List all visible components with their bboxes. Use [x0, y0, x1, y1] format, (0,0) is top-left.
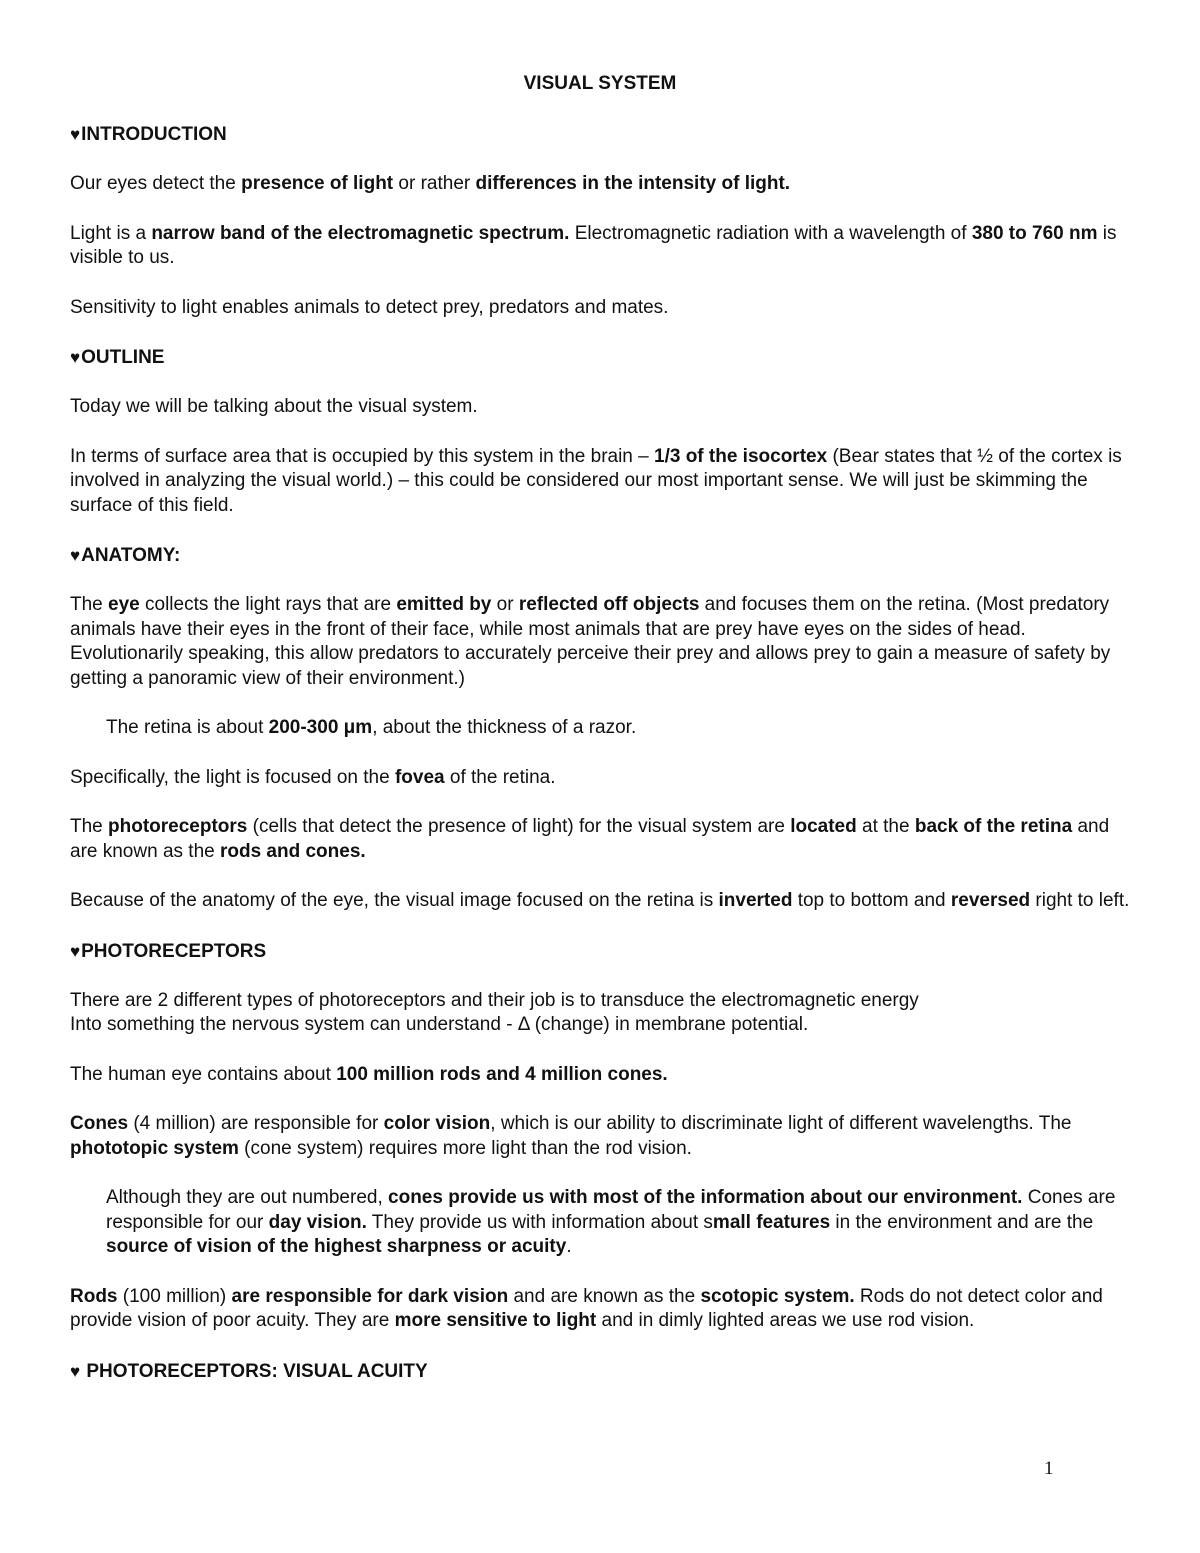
paragraph: The photoreceptors (cells that detect the presence of light) for the visual system are located at the back of the retina and are known as the rods and cones. — [70, 816, 1110, 862]
paragraph: Light is a narrow band of the electromagnetic spectrum. Electromagnetic radiation with a wavelength of 380 to 760 nm is visible to us. — [70, 222, 1117, 268]
section-heading-anatomy: ♥ANATOMY: — [70, 545, 181, 566]
paragraph: Sensitivity to light enables animals to detect prey, predators and mates. — [70, 296, 669, 318]
section-heading-outline: ♥OUTLINE — [70, 347, 165, 368]
heart-bullet-icon: ♥ — [70, 546, 81, 565]
heart-bullet-icon: ♥ — [70, 1361, 81, 1381]
paragraph: The eye collects the light rays that are emitted by or reflected off objects and focuses them on the retina. (Most predatory animals have their eyes in the front of their face, while most animals that are prey have eyes on the sides of head. Evolutionarily speaking, this allow predators to accurately perceive their prey and allows prey to gain a measure of safety by getting a panoramic view of their environment.) — [70, 594, 1111, 689]
heart-bullet-icon: ♥ — [70, 941, 81, 961]
paragraph: Specifically, the light is focused on the fovea of the retina. — [70, 766, 556, 788]
paragraph: Rods (100 million) are responsible for dark vision and are known as the scotopic system. Rods do not detect color and provide vision of poor acuity. They are more sensitive to light and in dimly lighted areas we use rod vision. — [70, 1285, 1103, 1331]
page-number: 1 — [1044, 1458, 1054, 1479]
paragraph-indented: Although they are out numbered, cones provide us with most of the information about our environment. Cones are responsible for our day vision. They provide us with information about small features in the environment and are the source of vision of the highest sharpness or acuity. — [106, 1187, 1116, 1257]
paragraph: There are 2 different types of photoreceptors and their job is to transduce the electromagnetic energy Into something the nervous system can understand - Δ (change) in membrane potential. — [70, 989, 919, 1035]
section-heading-visual-acuity: ♥ PHOTORECEPTORS: VISUAL ACUITY — [70, 1360, 428, 1382]
document-title: VISUAL SYSTEM — [523, 73, 677, 94]
paragraph: In terms of surface area that is occupied by this system in the brain – 1/3 of the isocortex (Bear states that ½ of the cortex is involved in analyzing the visual world.) – this could be considered our most important sense. We will just be skimming the surface of this field. — [70, 445, 1122, 516]
paragraph: The human eye contains about 100 million rods and 4 million cones. — [70, 1063, 668, 1085]
section-heading-photoreceptors: ♥PHOTORECEPTORS — [70, 940, 267, 962]
paragraph-indented: The retina is about 200-300 μm, about the thickness of a razor. — [106, 717, 637, 738]
paragraph: Our eyes detect the presence of light or rather differences in the intensity of light. — [70, 173, 791, 194]
heart-bullet-icon: ♥ — [70, 125, 81, 144]
paragraph: Cones (4 million) are responsible for color vision, which is our ability to discriminate light of different wavelengths. The phototopic system (cone system) requires more light than the rod vision. — [70, 1113, 1072, 1159]
heart-bullet-icon: ♥ — [70, 348, 81, 367]
section-heading-introduction: ♥INTRODUCTION — [70, 124, 227, 145]
paragraph: Today we will be talking about the visual system. — [70, 396, 478, 417]
paragraph: Because of the anatomy of the eye, the visual image focused on the retina is inverted top to bottom and reversed right to left. — [70, 890, 1130, 911]
document-body — [70, 122, 1132, 1409]
